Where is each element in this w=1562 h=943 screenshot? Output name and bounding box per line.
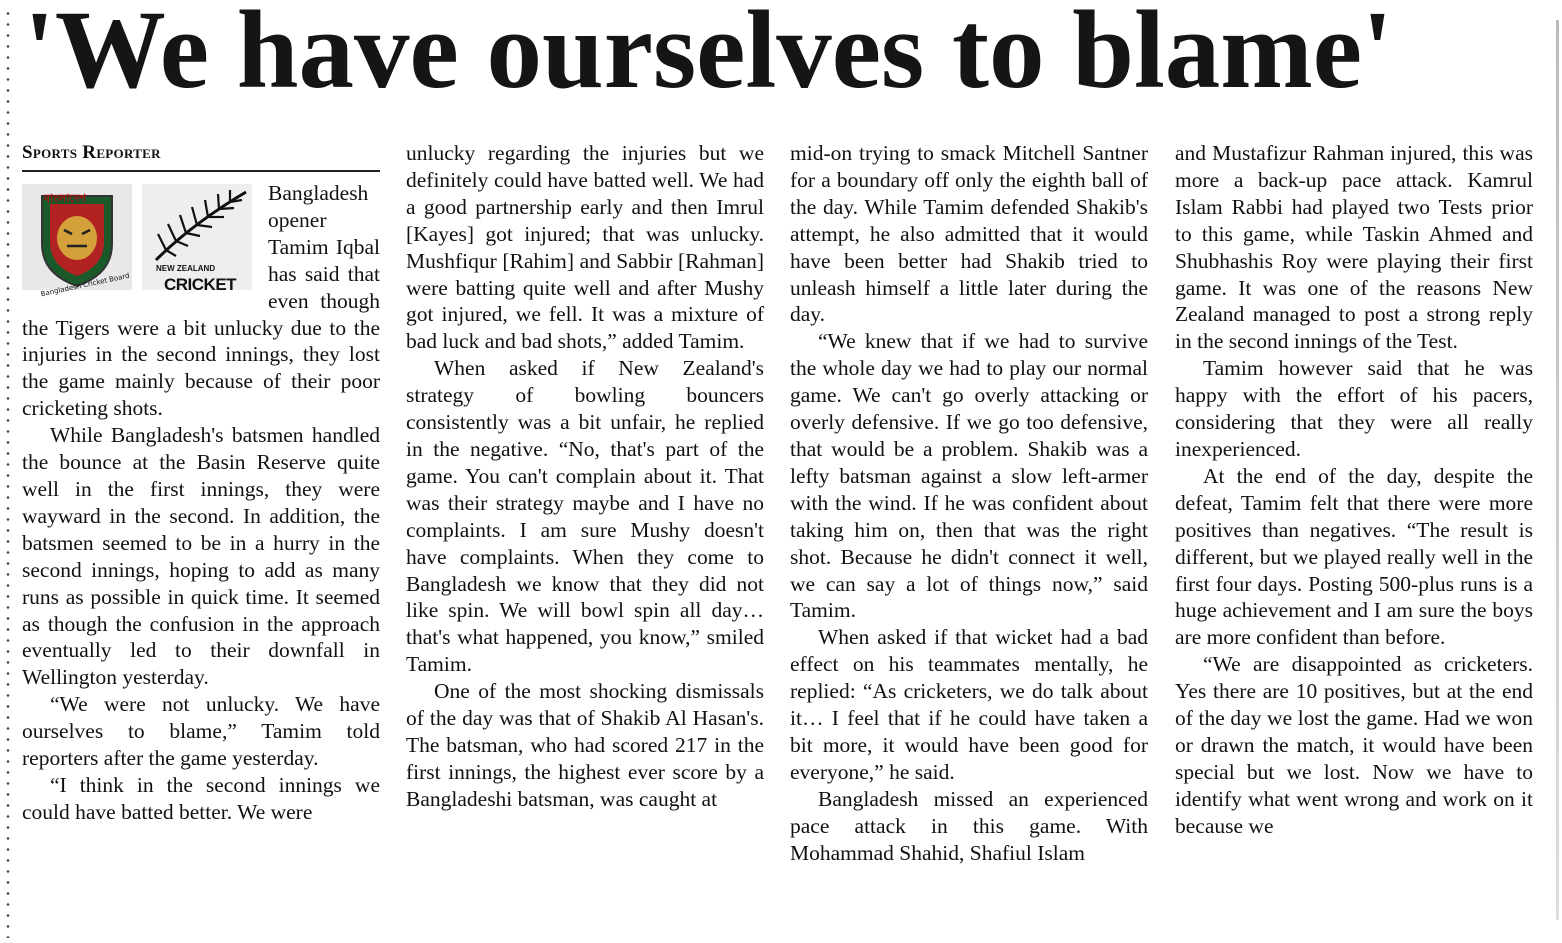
logos	[22, 180, 260, 299]
bd-logo-bottom-text: Bangladesh Cricket Board	[40, 271, 131, 299]
paragraph: Bangladesh missed an experienced pace attack in this game. With Mohammad Shahid, Shafiul Islam	[790, 786, 1148, 865]
paragraph: When asked if New Zealand's strategy of bowling bouncers consistently was a bit unfair, he replied in the negative. “No, that's part of the game. You can't complain about it. That was their strategy maybe and I have no complaints. I am sure Mushy doesn't have complaints. When they come to Bangladesh we know that they did not like spin. We will bowl spin all day… that's what happened, you know,” smiled Tamim.	[406, 356, 764, 677]
page-edge	[1556, 20, 1559, 920]
paragraph: “I think in the second innings we could have batted better. We were	[22, 772, 380, 824]
paragraph: One of the most shocking dismissals of the day was that of Shakib Al Hasan's. The batsman, who had scored 217 in the first innings, the highest ever score by a Bangladeshi batsman, was caught at	[406, 679, 764, 811]
column-1	[22, 140, 380, 826]
new-zealand-cricket-logo	[142, 184, 252, 294]
silver-fern-icon	[142, 184, 252, 264]
paragraph: Bangladesh opener Tamim Iqbal has said that even though the Tigers were a bit unlucky due to the injuries in the second innings, they lost the game mainly because of their poor cricketing shots.	[22, 181, 380, 421]
paragraph: While Bangladesh's batsmen handled the bounce at the Basin Reserve quite well in the first innings, they were wayward in the second. In addition, the batsmen seemed to be in a hurry in the second innings, hoping to add as many runs as possible in quick time. It seemed as though the confusion in the approach eventually led to their downfall in Wellington yesterday.	[22, 423, 380, 690]
paragraph: unlucky regarding the injuries but we definitely could have batted well. We had a good partnership early and then Imrul [Kayes] got injured; that was unlucky. Mushfiqur [Rahim] and Sabbir [Rahman] were batting quite well and after Mushy got injured, we fell. It was a mixture of bad luck and bad shots,” added Tamim.	[406, 141, 764, 354]
nz-logo-small-text: NEW ZEALAND	[156, 264, 216, 273]
nz-logo-big-text: CRICKET	[164, 275, 237, 294]
paragraph: mid-on trying to smack Mitchell Santner for a boundary off only the eighth ball of the day. While Tamim defended Shakib's attempt, he also admitted that it would have been better had Shakib tried to unleash himself a little later during the day.	[790, 141, 1148, 327]
column-3	[790, 140, 1148, 866]
paragraph: When asked if that wicket had a bad effect on his teammates mentally, he replied: “As cricketers, we do talk about it… I feel that if he could have taken a bit more, it would have been good for everyone,” he said.	[790, 625, 1148, 784]
dotted-cut-line	[6, 8, 10, 938]
column-2	[406, 140, 764, 813]
paragraph: Tamim however said that he was happy with the effort of his pacers, considering that they were all really inexperienced.	[1175, 356, 1533, 461]
bd-logo-top-text: বাংলাদেশ	[44, 192, 87, 205]
paragraph: “We knew that if we had to survive the whole day we had to play our normal game. We can't go overly attacking or overly defensive. If we go too defensive, that would be a problem. Shakib was a lefty batsman against a slow left-armer with the wind. If he was confident about taking him on, then that was the right shot. Because he didn't connect it well, we can say a lot of things now,” said Tamim.	[790, 329, 1148, 623]
byline: Sports Reporter	[22, 140, 380, 172]
paragraph: “We were not unlucky. We have ourselves to blame,” Tamim told reporters after the game yesterday.	[22, 692, 380, 771]
headline: 'We have ourselves to blame'	[24, 0, 1393, 112]
column-4	[1175, 140, 1533, 840]
bangladesh-cricket-logo	[22, 184, 132, 299]
paragraph: and Mustafizur Rahman injured, this was more a back-up pace attack. Kamrul Islam Rabbi had played two Tests prior to this game, while Taskin Ahmed and Shubhashis Roy were playing their first game. It was one of the reasons New Zealand managed to post a strong reply in the second innings of the Test.	[1175, 141, 1533, 354]
paragraph: “We are disappointed as cricketers. Yes there are 10 positives, but at the end of the day we lost the game. Had we won or drawn the match, it would have been special but we lost. Now we have to identify what went wrong and work on it because we	[1175, 652, 1533, 838]
paragraph: At the end of the day, despite the defeat, Tamim felt that there were more positives than negatives. “The result is different, but we played really well in the first four days. Posting 500-plus runs is a huge achievement and I am sure the boys are more confident than before.	[1175, 463, 1533, 650]
